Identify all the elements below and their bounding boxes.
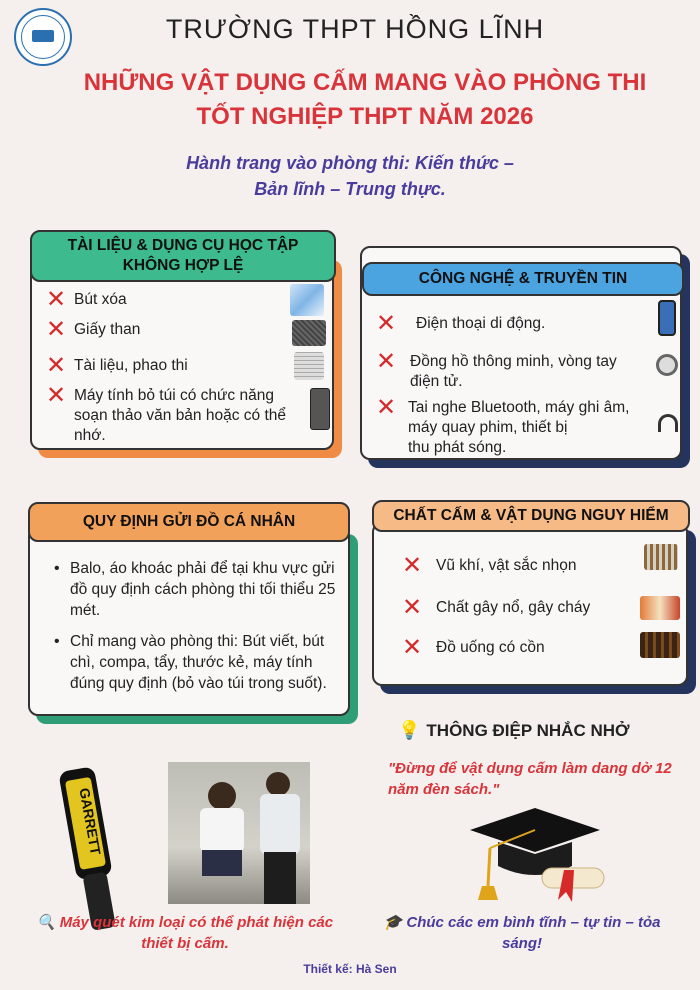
correction-pen-icon <box>290 284 324 316</box>
technology-header <box>362 262 684 296</box>
motto-line-2: Bản lĩnh – Trung thực. <box>254 179 446 199</box>
list-item <box>402 552 577 579</box>
student-skirt <box>202 850 242 876</box>
scanner-brand-label: GARRETT <box>76 786 104 857</box>
school-name: TRƯỜNG THPT HỒNG LĨNH <box>165 14 545 44</box>
graduation-cap-image <box>460 800 610 910</box>
dangerous-items-header <box>372 500 690 532</box>
study-materials-header <box>30 230 336 282</box>
reminder-quote: "Đừng để vật dụng cấm làm dang dở 12 năm đèn sách." <box>388 760 672 798</box>
encouragement-caption <box>372 912 672 954</box>
item-label: Tai nghe Bluetooth, máy ghi âm, <box>408 399 630 416</box>
officer-shirt <box>260 794 300 854</box>
list-item <box>46 316 141 343</box>
item-label: điện tử. <box>410 373 463 390</box>
smartwatch-icon <box>656 354 678 376</box>
list-item <box>376 348 617 392</box>
cross-icon: ✕ <box>402 634 423 661</box>
header-text: QUY ĐỊNH GỬI ĐỒ CÁ NHÂN <box>82 513 296 530</box>
graduation-cap-icon: 🎓 <box>383 914 403 931</box>
item-label: Vũ khí, vật sắc nhọn <box>436 557 577 574</box>
headphones-icon <box>658 414 678 432</box>
title-line-2: TỐT NGHIỆP THPT NĂM 2026 <box>196 103 534 130</box>
cross-icon: ✕ <box>376 394 397 421</box>
cross-icon: ✕ <box>46 382 67 409</box>
cross-icon: ✕ <box>46 316 67 343</box>
fireworks-icon <box>640 596 680 620</box>
header-text: TÀI LIỆU & DỤNG CỤ HỌC TẬP <box>67 237 299 254</box>
header-text: CHẤT CẤM & VẬT DỤNG NGUY HIỂM <box>393 507 669 524</box>
personal-items-list <box>52 558 348 704</box>
cheat-sheet-icon <box>294 352 324 380</box>
designer-credit: Thiết kế: Hà Sen <box>303 962 397 976</box>
cross-icon: ✕ <box>46 286 67 313</box>
header-text: CÔNG NGHỆ & TRUYỀN TIN <box>418 270 628 287</box>
item-label: Giấy than <box>74 321 141 338</box>
list-item <box>376 310 546 337</box>
item-label: Máy tính bỏ túi có chức năng <box>74 387 274 404</box>
item-label: máy quay phim, thiết bị <box>408 419 568 436</box>
cross-icon: ✕ <box>402 594 423 621</box>
item-label: Điện thoại di động. <box>416 315 546 332</box>
alcohol-bottles-icon <box>640 632 680 658</box>
phone-icon <box>658 300 676 336</box>
scanner-caption-text: Máy quét kim loại có thể phát hiện các thiết bị cấm. <box>59 914 334 952</box>
cross-icon: ✕ <box>376 348 397 375</box>
item-label: thu phát sóng. <box>408 439 507 456</box>
title-line-1: NHỮNG VẬT DỤNG CẤM MANG VÀO PHÒNG THI <box>83 69 647 96</box>
reminder-title: THÔNG ĐIỆP NHẮC NHỞ <box>426 720 630 740</box>
cross-icon: ✕ <box>46 352 67 379</box>
item-label: nhớ. <box>74 427 106 444</box>
item-label: Đồng hồ thông minh, vòng tay <box>410 353 617 370</box>
reminder-heading <box>398 720 630 741</box>
student-figure <box>208 782 236 810</box>
calculator-icon <box>310 388 330 430</box>
motto-line-1: Hành trang vào phòng thi: Kiến thức – <box>186 153 514 173</box>
motto <box>0 150 700 202</box>
metal-detector-image <box>50 764 130 934</box>
student-shirt <box>200 808 244 852</box>
list-item <box>46 382 286 446</box>
list-item <box>376 394 630 458</box>
personal-items-header <box>28 502 350 542</box>
page-title <box>0 66 700 134</box>
cross-icon: ✕ <box>402 552 423 579</box>
list-item <box>46 352 188 379</box>
item-label: Đồ uống có cồn <box>436 639 545 656</box>
list-item: • Chỉ mang vào phòng thi: Bút viết, bút chì, compa, tẩy, thước kẻ, máy tính đúng quy định (bỏ vào túi trong suốt). <box>52 631 348 694</box>
scanner-caption <box>30 912 340 954</box>
encouragement-text: Chúc các em bình tĩnh – tự tin – tỏa sáng! <box>406 914 661 952</box>
lightbulb-icon: 💡 <box>398 720 421 740</box>
list-item <box>402 594 591 621</box>
item-label: Bút xóa <box>74 291 127 308</box>
item-label: Chất gây nổ, gây cháy <box>436 599 591 616</box>
list-item <box>46 286 127 313</box>
magnifier-icon: 🔍 <box>36 914 56 931</box>
list-item: • Balo, áo khoác phải để tại khu vực gửi đồ quy định cách phòng thi tối thiểu 25 mét. <box>52 558 348 621</box>
cross-icon: ✕ <box>376 310 397 337</box>
knives-icon <box>644 544 678 570</box>
inspection-photo <box>168 762 310 904</box>
list-item <box>402 634 545 661</box>
item-label: Tài liệu, phao thi <box>74 357 188 374</box>
officer-figure <box>266 772 290 796</box>
item-label: soạn thảo văn bản hoặc có thể <box>74 407 286 424</box>
header-text: KHÔNG HỢP LỆ <box>122 257 244 274</box>
officer-pants <box>264 852 296 904</box>
carbon-paper-icon <box>292 320 326 346</box>
